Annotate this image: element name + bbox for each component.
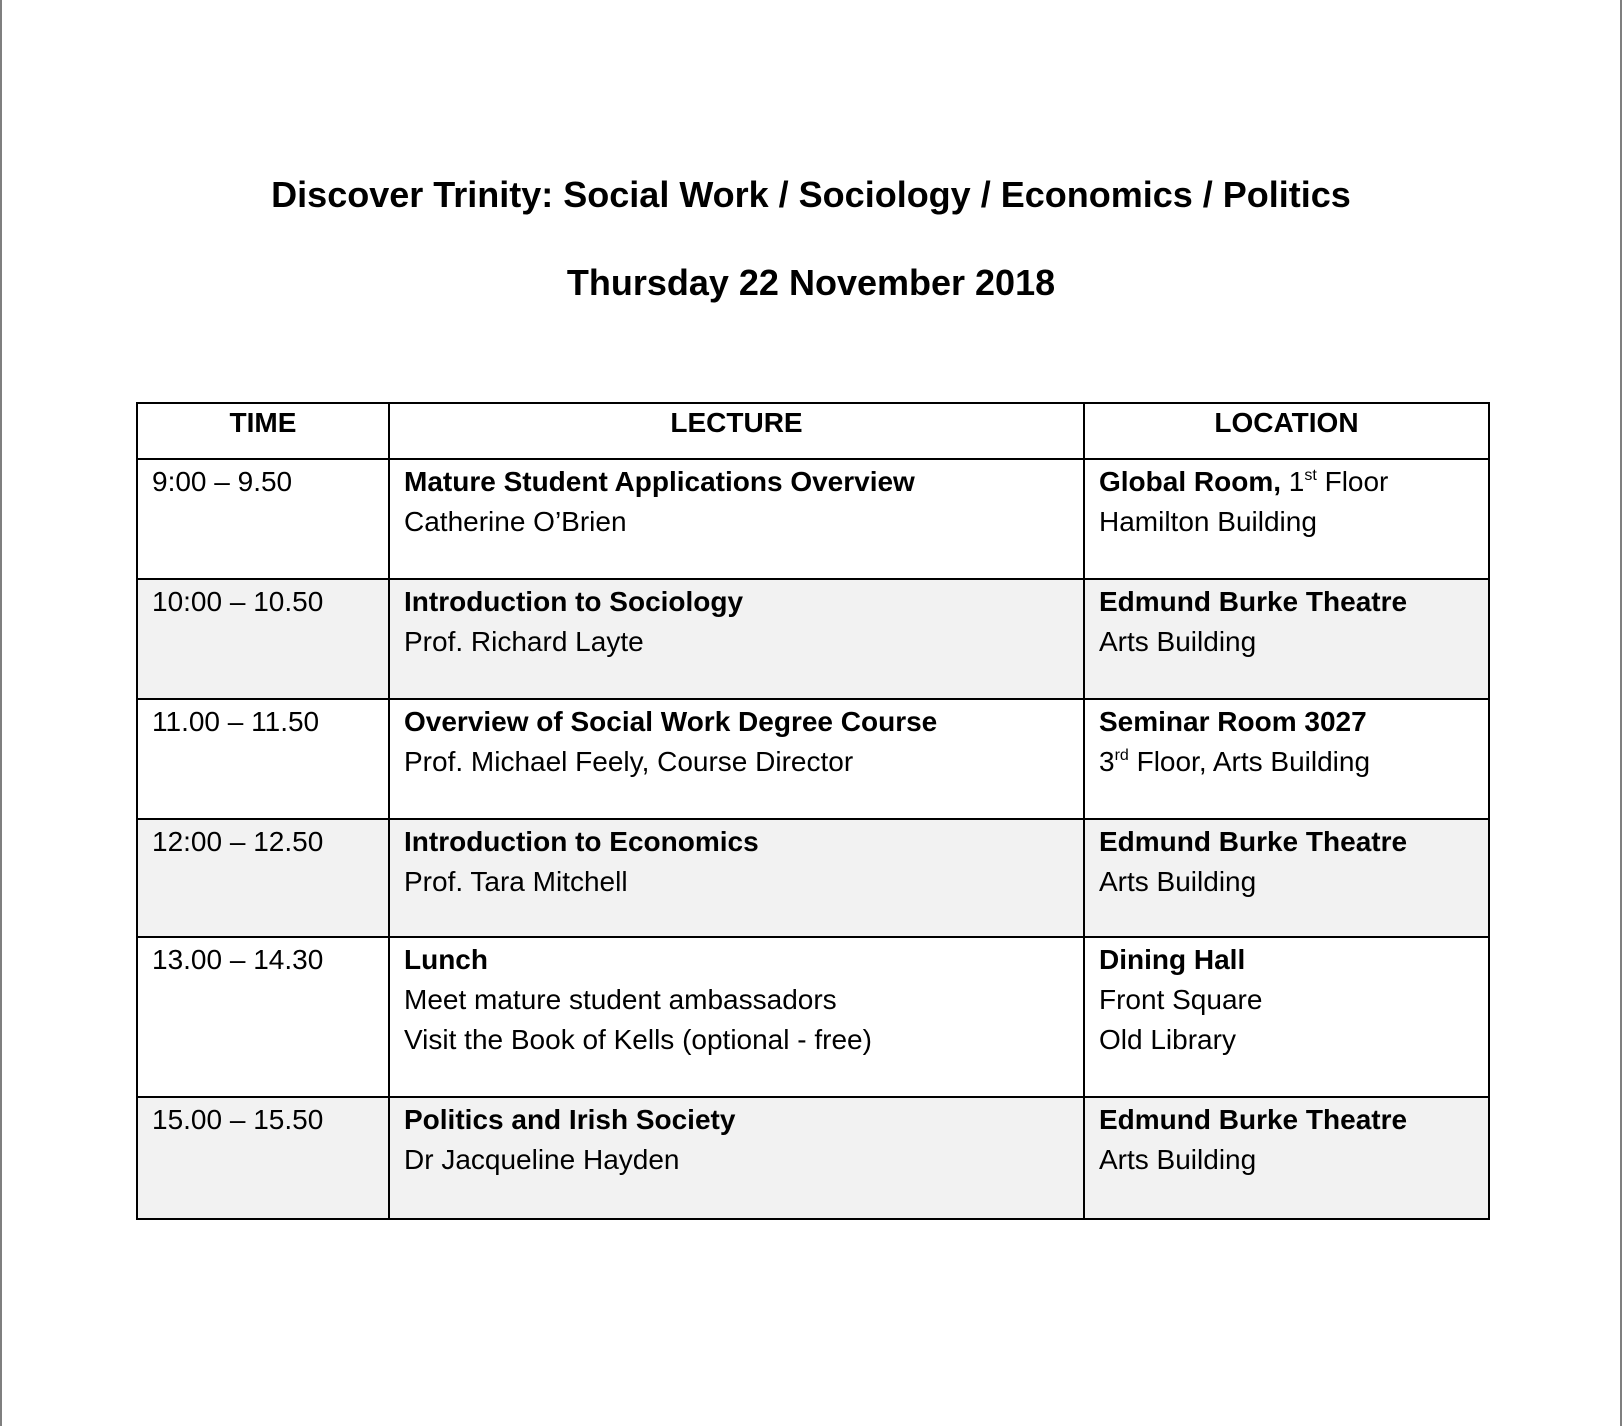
lecture-title: Politics and Irish Society <box>404 1104 736 1135</box>
time-text: 15.00 – 15.50 <box>152 1104 324 1135</box>
location-building: Arts Building <box>1099 1144 1257 1175</box>
table-row <box>137 1097 1489 1219</box>
location-title: Dining Hall <box>1099 944 1246 975</box>
floor-word: Floor <box>1316 466 1389 497</box>
lecture-title: Introduction to Economics <box>404 826 759 857</box>
lecture-title: Overview of Social Work Degree Course <box>404 706 938 737</box>
ordinal-suffix: rd <box>1114 747 1129 764</box>
location-building: Arts Building <box>1099 866 1257 897</box>
time-cell <box>137 699 389 819</box>
time-cell <box>137 937 389 1097</box>
header-lecture: LECTURE <box>389 403 1084 459</box>
lecture-speaker: Dr Jacqueline Hayden <box>404 1144 680 1175</box>
floor-number: 3 <box>1099 746 1115 777</box>
table-row <box>137 699 1489 819</box>
time-cell <box>137 1097 389 1219</box>
time-text: 13.00 – 14.30 <box>152 944 324 975</box>
floor-number: 1 <box>1288 466 1305 497</box>
lecture-speaker: Prof. Michael Feely, Course Director <box>404 746 854 777</box>
ordinal-suffix: st <box>1304 467 1317 484</box>
time-cell <box>137 819 389 937</box>
lecture-cell <box>389 1097 1084 1219</box>
lecture-cell <box>389 937 1084 1097</box>
time-cell <box>137 579 389 699</box>
time-text: 12:00 – 12.50 <box>152 826 324 857</box>
time-text: 9:00 – 9.50 <box>152 466 293 497</box>
location-building: Hamilton Building <box>1099 506 1317 537</box>
location-title: Edmund Burke Theatre <box>1099 586 1408 617</box>
lecture-detail: Meet mature student ambassadors <box>404 984 837 1015</box>
location-cell <box>1084 459 1489 579</box>
location-cell <box>1084 579 1489 699</box>
lecture-title: Mature Student Applications Overview <box>404 466 915 497</box>
lecture-cell <box>389 819 1084 937</box>
location-cell <box>1084 819 1489 937</box>
location-title: Edmund Burke Theatre <box>1099 826 1408 857</box>
table-row <box>137 579 1489 699</box>
location-detail: Front Square <box>1099 984 1263 1015</box>
lecture-speaker: Catherine O’Brien <box>404 506 627 537</box>
lecture-detail: Visit the Book of Kells (optional - free) <box>404 1024 872 1055</box>
lecture-speaker: Prof. Richard Layte <box>404 626 644 657</box>
table-header-row <box>137 403 1489 459</box>
lecture-cell <box>389 459 1084 579</box>
time-text: 10:00 – 10.50 <box>152 586 324 617</box>
header-location: LOCATION <box>1084 403 1489 459</box>
location-title: Edmund Burke Theatre <box>1099 1104 1408 1135</box>
lecture-title: Lunch <box>404 944 488 975</box>
header-time: TIME <box>137 403 389 459</box>
location-building: Arts Building <box>1099 626 1257 657</box>
table-row <box>137 937 1489 1097</box>
table-row <box>137 819 1489 937</box>
lecture-speaker: Prof. Tara Mitchell <box>404 866 628 897</box>
schedule-table <box>136 402 1490 1220</box>
location-room: Global Room, <box>1099 466 1289 497</box>
lecture-title: Introduction to Sociology <box>404 586 744 617</box>
location-title: Seminar Room 3027 <box>1099 706 1367 737</box>
document-title: Discover Trinity: Social Work / Sociology / Economics / Politics <box>271 174 1351 215</box>
table-row <box>137 459 1489 579</box>
floor-building-text: Floor, Arts Building <box>1128 746 1371 777</box>
location-detail: Old Library <box>1099 1024 1236 1055</box>
lecture-cell <box>389 699 1084 819</box>
location-cell <box>1084 699 1489 819</box>
time-text: 11.00 – 11.50 <box>152 706 320 737</box>
location-cell <box>1084 937 1489 1097</box>
location-building <box>1099 742 1474 782</box>
document-date: Thursday 22 November 2018 <box>566 262 1056 303</box>
location-title <box>1099 462 1474 502</box>
lecture-cell <box>389 579 1084 699</box>
time-cell <box>137 459 389 579</box>
location-cell <box>1084 1097 1489 1219</box>
